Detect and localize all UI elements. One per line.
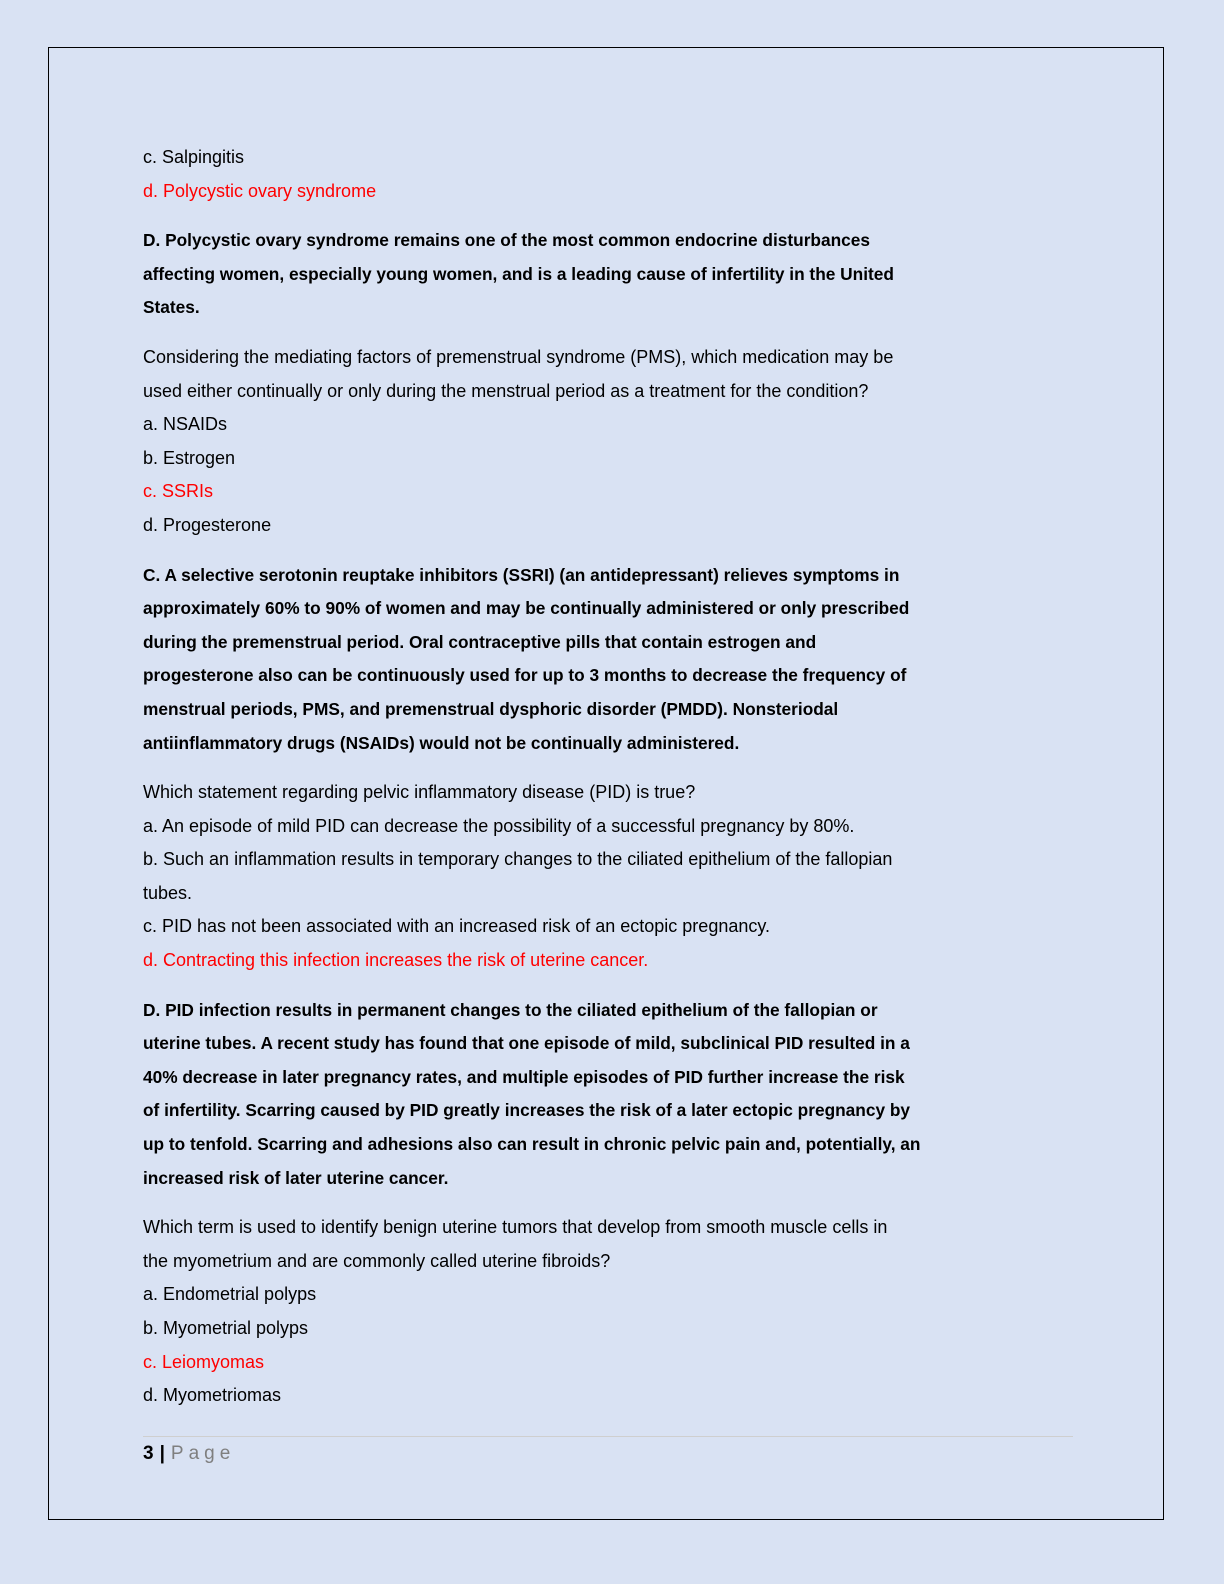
rationale-line: 40% decrease in later pregnancy rates, and multiple episodes of PID further increase the risk [143,1066,905,1087]
question-line: b. Estrogen [143,447,236,468]
rationale-line: of infertility. Scarring caused by PID greatly increases the risk of a later ectopic pregnancy by [143,1100,911,1121]
rationale-line: menstrual periods, PMS, and premenstrual dysphoric disorder (PMDD). Nonsteriodal [143,698,839,719]
rationale-line: antiinflammatory drugs (NSAIDs) would not be continually administered. [143,732,740,753]
question-line: the myometrium and are commonly called uterine fibroids? [143,1250,611,1271]
question-block [143,1211,1078,1413]
question-block [143,341,1078,543]
correct-answer-line: d. Polycystic ovary syndrome [143,180,377,201]
correct-answer-line: c. Leiomyomas [143,1351,265,1372]
rationale-line: approximately 60% to 90% of women and may be continually administered or only prescribed [143,598,910,619]
rationale-line: States. [143,297,200,318]
rationale-line: D. PID infection results in permanent changes to the ciliated epithelium of the fallopian or [143,999,878,1020]
question-line: c. Salpingitis [143,147,245,167]
footer-divider [143,1436,1073,1437]
question-line: b. Such an inflammation results in temporary changes to the ciliated epithelium of the fallopian [143,849,893,870]
rationale-line: C. A selective serotonin reuptake inhibitors (SSRI) (an antidepressant) relieves symptoms in [143,564,900,585]
question-line: b. Myometrial polyps [143,1318,309,1338]
answer-options [143,141,1078,208]
rationale-line: D. Polycystic ovary syndrome remains one of the most common endocrine disturbances [143,230,870,251]
rationale-line: up to tenfold. Scarring and adhesions also can result in chronic pelvic pain and, potentially, an [143,1134,921,1155]
answer-rationale [143,559,1078,761]
question-line: c. PID has not been associated with an increased risk of an ectopic pregnancy. [143,916,771,937]
footer-separator: | [159,1443,165,1464]
question-line: tubes. [143,882,193,903]
question-line: Which statement regarding pelvic inflammatory disease (PID) is true? [143,782,696,803]
question-line: a. NSAIDs [143,414,228,435]
answer-rationale [143,994,1078,1196]
document-body [143,141,1078,1413]
question-line: Considering the mediating factors of premenstrual syndrome (PMS), which medication may be [143,346,894,367]
correct-answer-line: c. SSRIs [143,481,214,502]
answer-rationale [143,224,1078,325]
question-line: d. Myometriomas [143,1385,282,1406]
question-line: d. Progesterone [143,514,272,535]
rationale-line: uterine tubes. A recent study has found that one episode of mild, subclinical PID resulted in a [143,1033,910,1054]
page-number: 3 [143,1443,154,1464]
question-line: a. An episode of mild PID can decrease the possibility of a successful pregnancy by 80%. [143,815,855,836]
page-footer [143,1440,235,1468]
question-line: Which term is used to identify benign uterine tumors that develop from smooth muscle cells in [143,1217,888,1238]
rationale-line: progesterone also can be continuously used for up to 3 months to decrease the frequency of [143,665,907,686]
rationale-line: during the premenstrual period. Oral contraceptive pills that contain estrogen and [143,631,817,652]
question-line: a. Endometrial polyps [143,1284,317,1305]
rationale-line: increased risk of later uterine cancer. [143,1167,449,1188]
rationale-line: affecting women, especially young women, and is a leading cause of infertility in the United [143,263,894,284]
page-label: Page [170,1443,236,1464]
question-block [143,776,1078,978]
correct-answer-line: d. Contracting this infection increases the risk of uterine cancer. [143,950,649,971]
question-line: used either continually or only during the menstrual period as a treatment for the condition? [143,380,869,401]
